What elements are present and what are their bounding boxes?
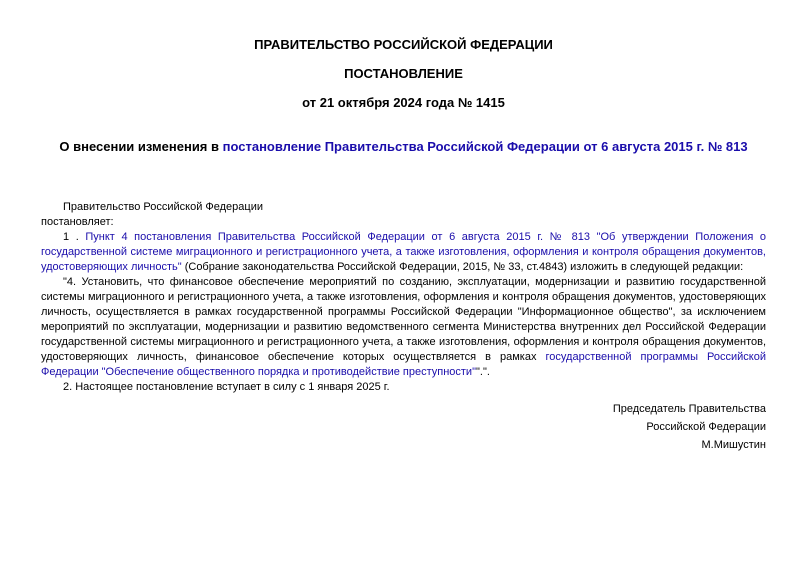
item-1: 1 . Пункт 4 постановления Правительства Российской Федерации от 6 августа 2015 г. № 813 "Об утверждении Положения о государственной системе миграционного и регистрационного учета, а также изготовления, оформления и контроля обращения документов, удостоверяющих личность" (Собрание законодательства Российской Федерации, 2015, № 33, ст.4843) изложить в следующей редакции: [41, 231, 766, 273]
document-type: ПОСТАНОВЛЕНИЕ [344, 66, 463, 81]
item-1-number: 1 [63, 231, 70, 243]
item-1-link[interactable]: Пункт 4 постановления Правительства Российской Федерации от 6 августа 2015 г. № 813 "Об утверждении Положения о государственной системе миграционного и регистрационного учета, а также изготовления, оформления и контроля обращения документов, удостоверяющих личность" [41, 231, 766, 273]
quoted-item-4 [41, 275, 766, 380]
item-1-text: (Собрание законодательства Российской Федерации, 2015, № 33, ст.4843) изложить в следующей редакции: [181, 261, 744, 273]
document-body [41, 200, 766, 395]
quote-end: ".". [475, 366, 490, 378]
government-heading: ПРАВИТЕЛЬСТВО РОССИЙСКОЙ ФЕДЕРАЦИИ [254, 37, 553, 52]
state-program-link[interactable]: государственной программы Российской Федерации "Обеспечение общественного порядка и противодействие преступности" [41, 351, 766, 378]
signature-name: М.Мишустин [701, 439, 766, 451]
intro-resolves: постановляет: [41, 216, 114, 228]
item-2: 2. Настоящее постановление вступает в силу с 1 января 2025 г. [63, 381, 390, 393]
title-prefix: О внесении изменения в [59, 139, 223, 154]
signature-country: Российской Федерации [646, 421, 766, 433]
amended-resolution-link[interactable]: постановление Правительства Российской Федерации от 6 августа 2015 г. № 813 [222, 139, 748, 154]
intro-government: Правительство Российской Федерации [63, 201, 263, 213]
document-title [0, 140, 807, 153]
document-date-number: от 21 октября 2024 года № 1415 [302, 95, 505, 110]
quote-text: "4. Установить, что финансовое обеспечение мероприятий по созданию, эксплуатации, модернизации и развитию государственной системы миграционного и регистрационного учета, а также изготовления, оформления и контроля обращения документов, удостоверяющих личность, осуществляется в рамках государственной программы Российской Федерации "Информационное общество", за исключением мероприятий по эксплуатации, модернизации и развитию ведомственного сегмента Министерства внутренних дел Российской Федерации государственной системы миграционного и регистрационного учета, а также изготовления, оформления и контроля обращения документов, удостоверяющих личность, финансовое обеспечение которых осуществляется в рамках [41, 276, 766, 363]
signature-title: Председатель Правительства [612, 403, 766, 415]
